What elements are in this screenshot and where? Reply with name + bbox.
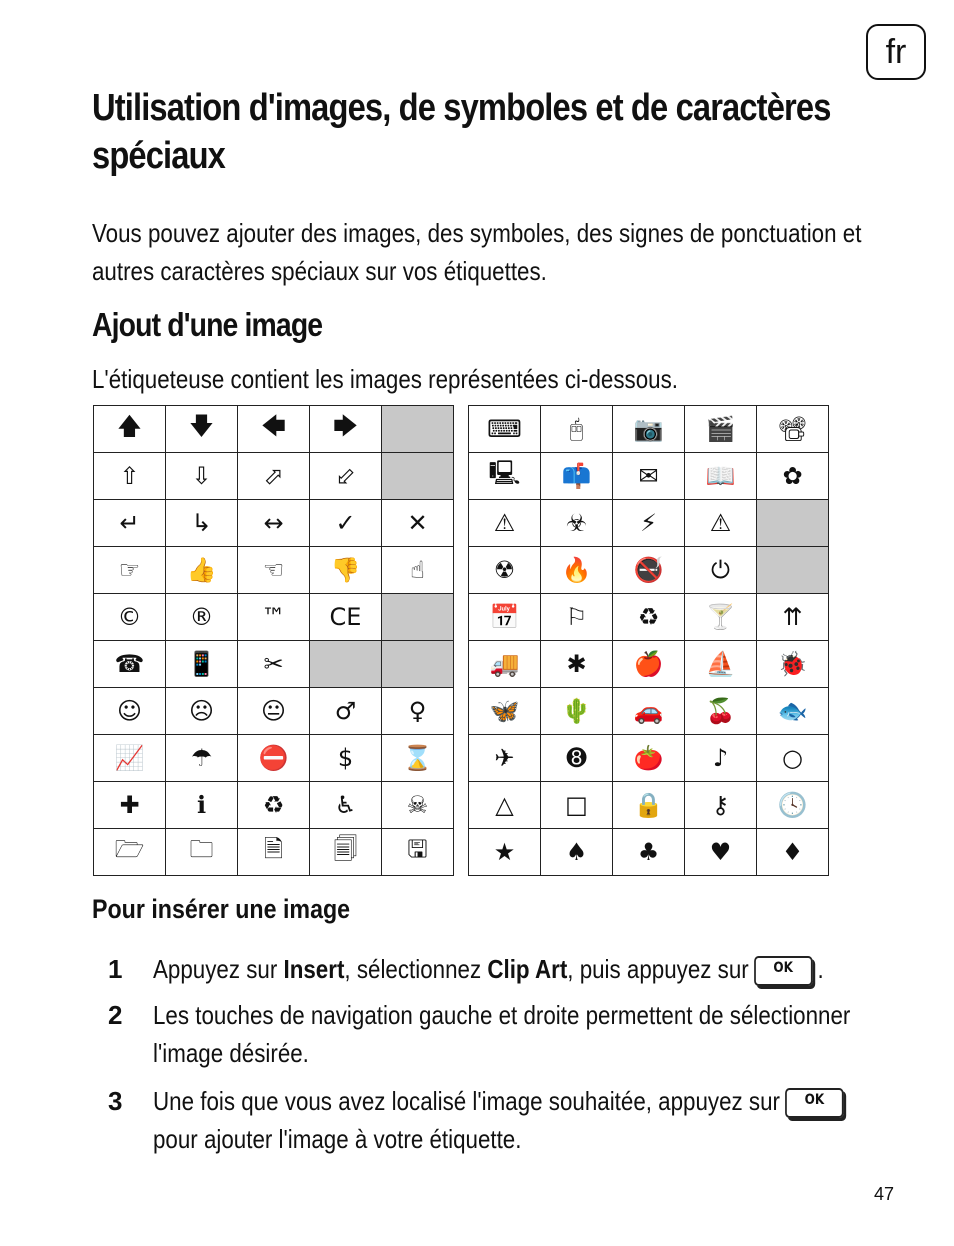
calendar-icon: 📅 <box>469 594 541 641</box>
hourglass-icon: ⌛ <box>382 735 454 782</box>
ok-key-icon: OK <box>754 956 812 986</box>
lead-paragraph: L'étiqueteuse contient les images représentées ci-dessous. <box>92 364 678 394</box>
empty-cell <box>757 500 829 547</box>
empty-cell <box>382 641 454 688</box>
grid-row <box>94 547 454 594</box>
grid-row <box>469 641 829 688</box>
club-icon: ♣ <box>613 829 685 876</box>
grid-row <box>469 500 829 547</box>
apple-icon: 🍎 <box>613 641 685 688</box>
money-bag-icon: $ <box>310 735 382 782</box>
grid-row <box>469 735 829 782</box>
flag-icon: ⚐ <box>541 594 613 641</box>
grid-row <box>94 782 454 829</box>
ce-mark-icon: CE <box>310 594 382 641</box>
language-badge: fr <box>866 24 926 80</box>
hand-point-up-icon: ☝ <box>382 547 454 594</box>
empty-cell <box>757 547 829 594</box>
scissors-icon: ✂ <box>238 641 310 688</box>
ok-key-icon: OK <box>785 1088 843 1118</box>
arrow-left-icon: 🡄 <box>238 406 310 453</box>
car-icon: 🚗 <box>613 688 685 735</box>
smiley-sad-icon: ☹ <box>166 688 238 735</box>
empty-cell <box>382 453 454 500</box>
page-number: 47 <box>874 1184 895 1204</box>
bug-icon: 🐞 <box>757 641 829 688</box>
star-icon: ★ <box>469 829 541 876</box>
this-way-up-icon: ⇈ <box>757 594 829 641</box>
heart-icon: ♥ <box>685 829 757 876</box>
copyright-icon: © <box>94 594 166 641</box>
grid-row <box>94 406 454 453</box>
insert-key-label: Insert <box>283 954 345 984</box>
recycle-icon: ♻ <box>613 594 685 641</box>
no-entry-icon: ⛔ <box>238 735 310 782</box>
grid-row <box>469 688 829 735</box>
projector-icon: 📽 <box>757 406 829 453</box>
step-number: 1 <box>108 954 123 984</box>
envelope-icon: ✉ <box>613 453 685 500</box>
umbrella-icon: ☂ <box>166 735 238 782</box>
subsection-title: Pour insérer une image <box>92 894 351 924</box>
return-arrow-right-icon: ↳ <box>166 500 238 547</box>
grid-row <box>94 500 454 547</box>
outline-arrow-downleft-icon: ⬃ <box>310 453 382 500</box>
registered-icon: ® <box>166 594 238 641</box>
mouse-icon: 🖰 <box>541 406 613 453</box>
power-icon: ⏻ <box>685 547 757 594</box>
plus-cross-icon: ✚ <box>94 782 166 829</box>
no-smoking-icon: 🚭 <box>613 547 685 594</box>
double-arrow-icon: ↔ <box>238 500 310 547</box>
outline-arrow-upright-icon: ⬀ <box>238 453 310 500</box>
sailboat-icon: ⛵ <box>685 641 757 688</box>
telephone-icon: ☎ <box>94 641 166 688</box>
x-mark-icon: ✕ <box>382 500 454 547</box>
thumbs-down-icon: 👎 <box>310 547 382 594</box>
outline-arrow-up-icon: ⇧ <box>94 453 166 500</box>
music-note-icon: ♪ <box>685 735 757 782</box>
smiley-happy-icon: ☺ <box>94 688 166 735</box>
glass-icon: 🍸 <box>685 594 757 641</box>
step-number: 3 <box>108 1086 123 1116</box>
empty-cell <box>382 406 454 453</box>
toxic-warning-icon: ⚠ <box>685 500 757 547</box>
smiley-neutral-icon: 😐 <box>238 688 310 735</box>
documents-icon: 🗐 <box>310 829 382 876</box>
airplane-icon: ✈ <box>469 735 541 782</box>
truck-icon: 🚚 <box>469 641 541 688</box>
biohazard-warning-icon: ☣ <box>541 500 613 547</box>
skull-icon: ☠ <box>382 782 454 829</box>
triangle-icon: △ <box>469 782 541 829</box>
folder-icon: 🗀 <box>166 829 238 876</box>
step-text: Une fois que vous avez localisé l'image souhaitée, appuyez sur OK pour ajouter l'image à votre étiquette. <box>153 1082 893 1158</box>
square-icon: □ <box>541 782 613 829</box>
hand-point-right-icon: ☞ <box>94 547 166 594</box>
clipart-grid-right <box>468 405 829 876</box>
key-icon: ⚷ <box>685 782 757 829</box>
grid-row <box>94 594 454 641</box>
floppy-disk-icon: 🖫 <box>382 829 454 876</box>
woman-icon: ♀ <box>382 688 454 735</box>
grid-row <box>94 688 454 735</box>
clock-icon: 🕓 <box>757 782 829 829</box>
man-icon: ♂ <box>310 688 382 735</box>
check-mark-icon: ✓ <box>310 500 382 547</box>
computer-icon: 🖳 <box>469 453 541 500</box>
snowflake-icon: ✱ <box>541 641 613 688</box>
grid-row <box>94 453 454 500</box>
flammable-warning-icon: 🔥 <box>541 547 613 594</box>
chart-icon: 📈 <box>94 735 166 782</box>
grid-row <box>94 829 454 876</box>
intro-paragraph: Vous pouvez ajouter des images, des symboles, des signes de ponctuation et autres caractères spéciaux sur vos étiquettes. <box>92 218 862 286</box>
clapperboard-icon: 🎬 <box>685 406 757 453</box>
keyboard-icon: ⌨ <box>469 406 541 453</box>
fish-icon: 🐟 <box>757 688 829 735</box>
info-icon: ℹ <box>166 782 238 829</box>
grid-row <box>94 641 454 688</box>
padlock-icon: 🔒 <box>613 782 685 829</box>
step-text: Les touches de navigation gauche et droite permettent de sélectionner l'image désirée. <box>153 1000 851 1068</box>
wheelchair-icon: ♿ <box>310 782 382 829</box>
cherries-icon: 🍒 <box>685 688 757 735</box>
outline-arrow-down-icon: ⇩ <box>166 453 238 500</box>
clipart-label: Clip Art <box>487 954 568 984</box>
clipart-grid-left <box>93 405 454 876</box>
tomato-icon: 🍅 <box>613 735 685 782</box>
arrow-right-icon: 🡆 <box>310 406 382 453</box>
mobile-phone-icon: 📱 <box>166 641 238 688</box>
document-icon: 🗎 <box>238 829 310 876</box>
arrow-down-icon: 🡇 <box>166 406 238 453</box>
section-title: Ajout d'une image <box>92 306 323 343</box>
camera-icon: 📷 <box>613 406 685 453</box>
cactus-icon: 🌵 <box>541 688 613 735</box>
book-icon: 📖 <box>685 453 757 500</box>
empty-cell <box>310 641 382 688</box>
step-number: 2 <box>108 1000 123 1030</box>
spade-icon: ♠ <box>541 829 613 876</box>
grid-row <box>469 453 829 500</box>
recycle-bin-person-icon: ♻ <box>238 782 310 829</box>
grid-row <box>469 782 829 829</box>
warning-icon: ⚠ <box>469 500 541 547</box>
grid-row <box>469 594 829 641</box>
flower-icon: ✿ <box>757 453 829 500</box>
radiation-warning-icon: ☢ <box>469 547 541 594</box>
grid-row <box>469 547 829 594</box>
thumbs-up-icon: 👍 <box>166 547 238 594</box>
grid-row <box>94 735 454 782</box>
diamond-icon: ♦ <box>757 829 829 876</box>
empty-cell <box>382 594 454 641</box>
butterfly-icon: 🦋 <box>469 688 541 735</box>
mailbox-icon: 📫 <box>541 453 613 500</box>
circle-icon: ○ <box>757 735 829 782</box>
arrow-up-icon: 🡅 <box>94 406 166 453</box>
step-text: Appuyez sur Insert, sélectionnez Clip Art, puis appuyez sur OK . <box>153 950 893 988</box>
grid-row <box>469 406 829 453</box>
page-title: Utilisation d'images, de symboles et de caractères spéciaux <box>92 87 831 177</box>
grid-row <box>469 829 829 876</box>
trademark-icon: ™ <box>238 594 310 641</box>
hand-point-left-icon: ☜ <box>238 547 310 594</box>
folder-open-icon: 🗁 <box>94 829 166 876</box>
eight-ball-icon: ➑ <box>541 735 613 782</box>
return-arrow-icon: ↵ <box>94 500 166 547</box>
electric-warning-icon: ⚡ <box>613 500 685 547</box>
